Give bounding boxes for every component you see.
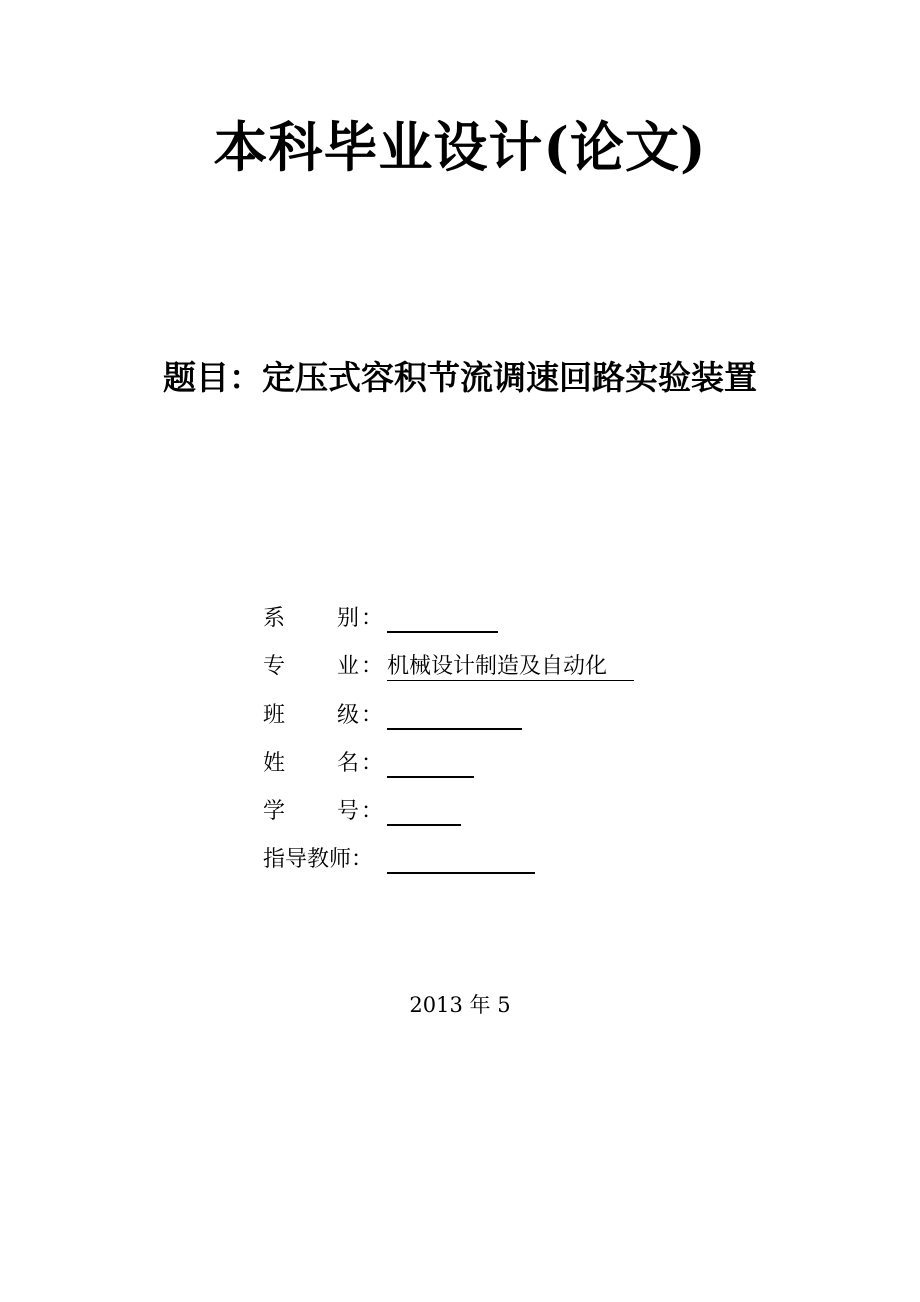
field-major-label-char2: 业	[337, 654, 360, 679]
document-title: 本科毕业设计(论文)	[213, 115, 707, 179]
field-major-label-char1: 专	[263, 654, 286, 679]
field-advisor	[263, 844, 535, 876]
field-student-id-label-char1: 学	[263, 799, 286, 824]
field-name-label	[263, 748, 387, 780]
field-name-label-colon: ：	[361, 751, 384, 776]
field-department	[263, 603, 498, 635]
field-major	[263, 651, 634, 683]
field-class	[263, 700, 522, 732]
field-student-id-label-char2: 号	[337, 799, 360, 824]
field-class-label-char2: 级	[337, 703, 360, 728]
cover-date: 2013 年 5	[409, 993, 511, 1017]
field-department-label-char1: 系	[263, 606, 286, 631]
field-name	[263, 748, 474, 780]
field-advisor-label: 指导教师：	[263, 847, 374, 872]
field-class-label-char1: 班	[263, 703, 286, 728]
field-department-value	[387, 603, 498, 633]
field-name-value	[387, 748, 474, 778]
field-student-id-label-colon: ：	[361, 799, 384, 824]
field-name-label-char1: 姓	[263, 751, 286, 776]
field-student-id-label	[263, 796, 387, 828]
field-advisor-value	[387, 844, 535, 874]
field-class-label	[263, 700, 387, 732]
field-major-label-colon: ：	[361, 654, 384, 679]
field-department-label	[263, 603, 387, 635]
field-major-value: 机械设计制造及自动化	[387, 651, 634, 681]
field-department-label-char2: 别	[337, 606, 360, 631]
field-student-id-value	[387, 796, 461, 826]
field-class-value	[387, 700, 522, 730]
field-name-label-char2: 名	[337, 751, 360, 776]
field-class-label-colon: ：	[361, 703, 384, 728]
field-department-label-colon: ：	[361, 606, 384, 631]
field-student-id	[263, 796, 461, 828]
field-major-label	[263, 651, 387, 683]
thesis-topic: 题目：定压式容积节流调速回路实验装置	[163, 358, 757, 397]
